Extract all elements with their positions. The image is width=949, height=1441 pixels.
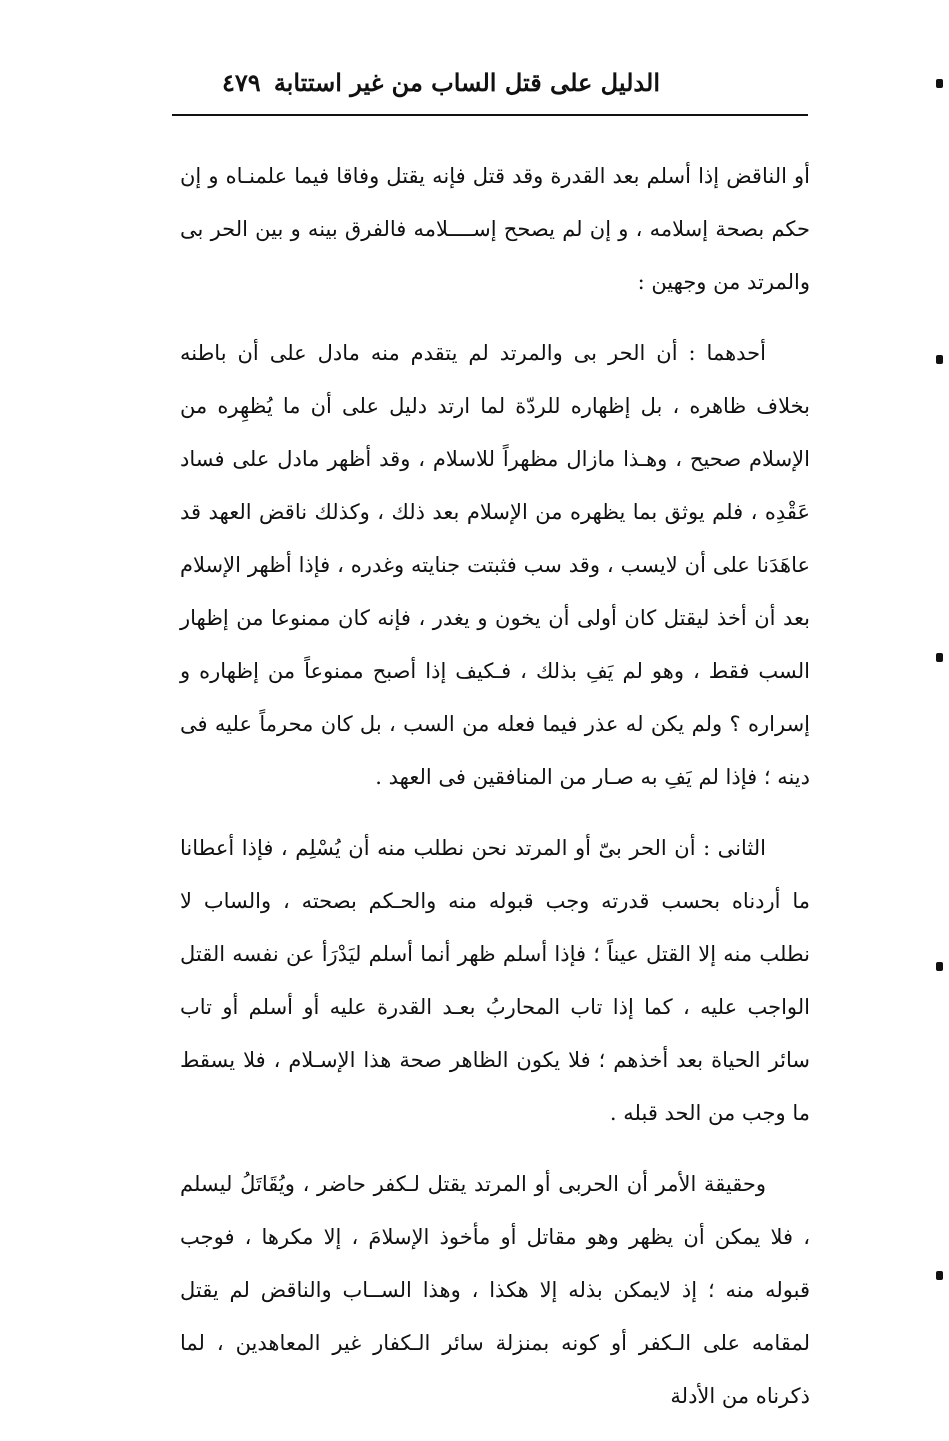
paragraph: أو الناقض إذا أسلم بعد القدرة وقد قتل فإنه يقتل وفاقا فيما علمنـاه و إن حكم بصحة إسلامه ، و إن لم يصحح إســــلامه فالفرق بينه و بين الحر بى والمرتد من وجهين : [180, 164, 810, 294]
margin-mark [936, 355, 943, 364]
paragraph: الثانى : أن الحر بىّ أو المرتد نحن نطلب منه أن يُسْلِم ، فإذا أعطانا ما أردناه بحسب قدرته وجب قبوله منه والحـكم بصحته ، والساب لا نطلب منه إلا القتل عيناً ؛ فإذا أسلم ظهر أنما أسلم ليَدْرَأ عن نفسه القتل الواجب عليه ، كما إذا تاب المحاربُ بعـد القدرة عليه أو أسلم أو تاب سائر الحياة بعد أخذهم ؛ فلا يكون الظاهر صحة هذا الإسـلام ، فلا يسقط ما وجب من الحد قبله . [180, 836, 810, 1125]
margin-mark [936, 79, 943, 88]
running-title: الدليل على قتل الساب من غير استتابة [273, 68, 660, 97]
margin-mark [936, 962, 943, 971]
page-header [170, 64, 810, 104]
page-number: ٤٧٩ [222, 68, 261, 97]
paragraph: أحدهما : أن الحر بى والمرتد لم يتقدم منه مادل على أن باطنه بخلاف ظاهره ، بل إظهاره للردّة لما ارتد دليل على أن ما يُظهِره من الإسلام صحيح ، وهـذا مازال مظهراً للاسلام ، وقد أظهر مادل على فساد عَقْدِه ، فلم يوثق بما يظهره من الإسلام بعد ذلك ، وكذلك ناقض العهد قد عاهَدَنا على أن لايسب ، وقد سب فثبتت جنايته وغدره ، فإذا أظهر الإسلام بعد أن أخذ ليقتل كان أولى أن يخون و يغدر ، فإنه كان ممنوعا من إظهار السب فقط ، وهو لم يَفِ بذلك ، فـكيف إذا أصبح ممنوعاً من إظهاره و إسراره ؟ ولم يكن له عذر فيما فعله من السب ، بل كان محرماً عليه فى دينه ؛ فإذا لم يَفِ به صـار من المنافقين فى العهد . [180, 341, 810, 789]
header-rule [172, 114, 808, 116]
paragraph: وحقيقة الأمر أن الحربى أو المرتد يقتل لـكفر حاضر ، ويُقَاتَلُ ليسلم ، فلا يمكن أن يظهر وهو مقاتل أو مأخوذ الإسلامَ ، إلا مكرها ، فوجب قبوله منه ؛ إذ لايمكن بذله إلا هكذا ، وهذا الســاب والناقض لم يقتل لمقامه على الـكفر أو كونه بمنزلة سائر الـكفار غير المعاهدين ، لما ذكرناه من الأدلة [180, 1172, 810, 1408]
margin-mark [936, 653, 943, 662]
margin-mark [936, 1271, 943, 1280]
body-text [180, 150, 810, 1441]
